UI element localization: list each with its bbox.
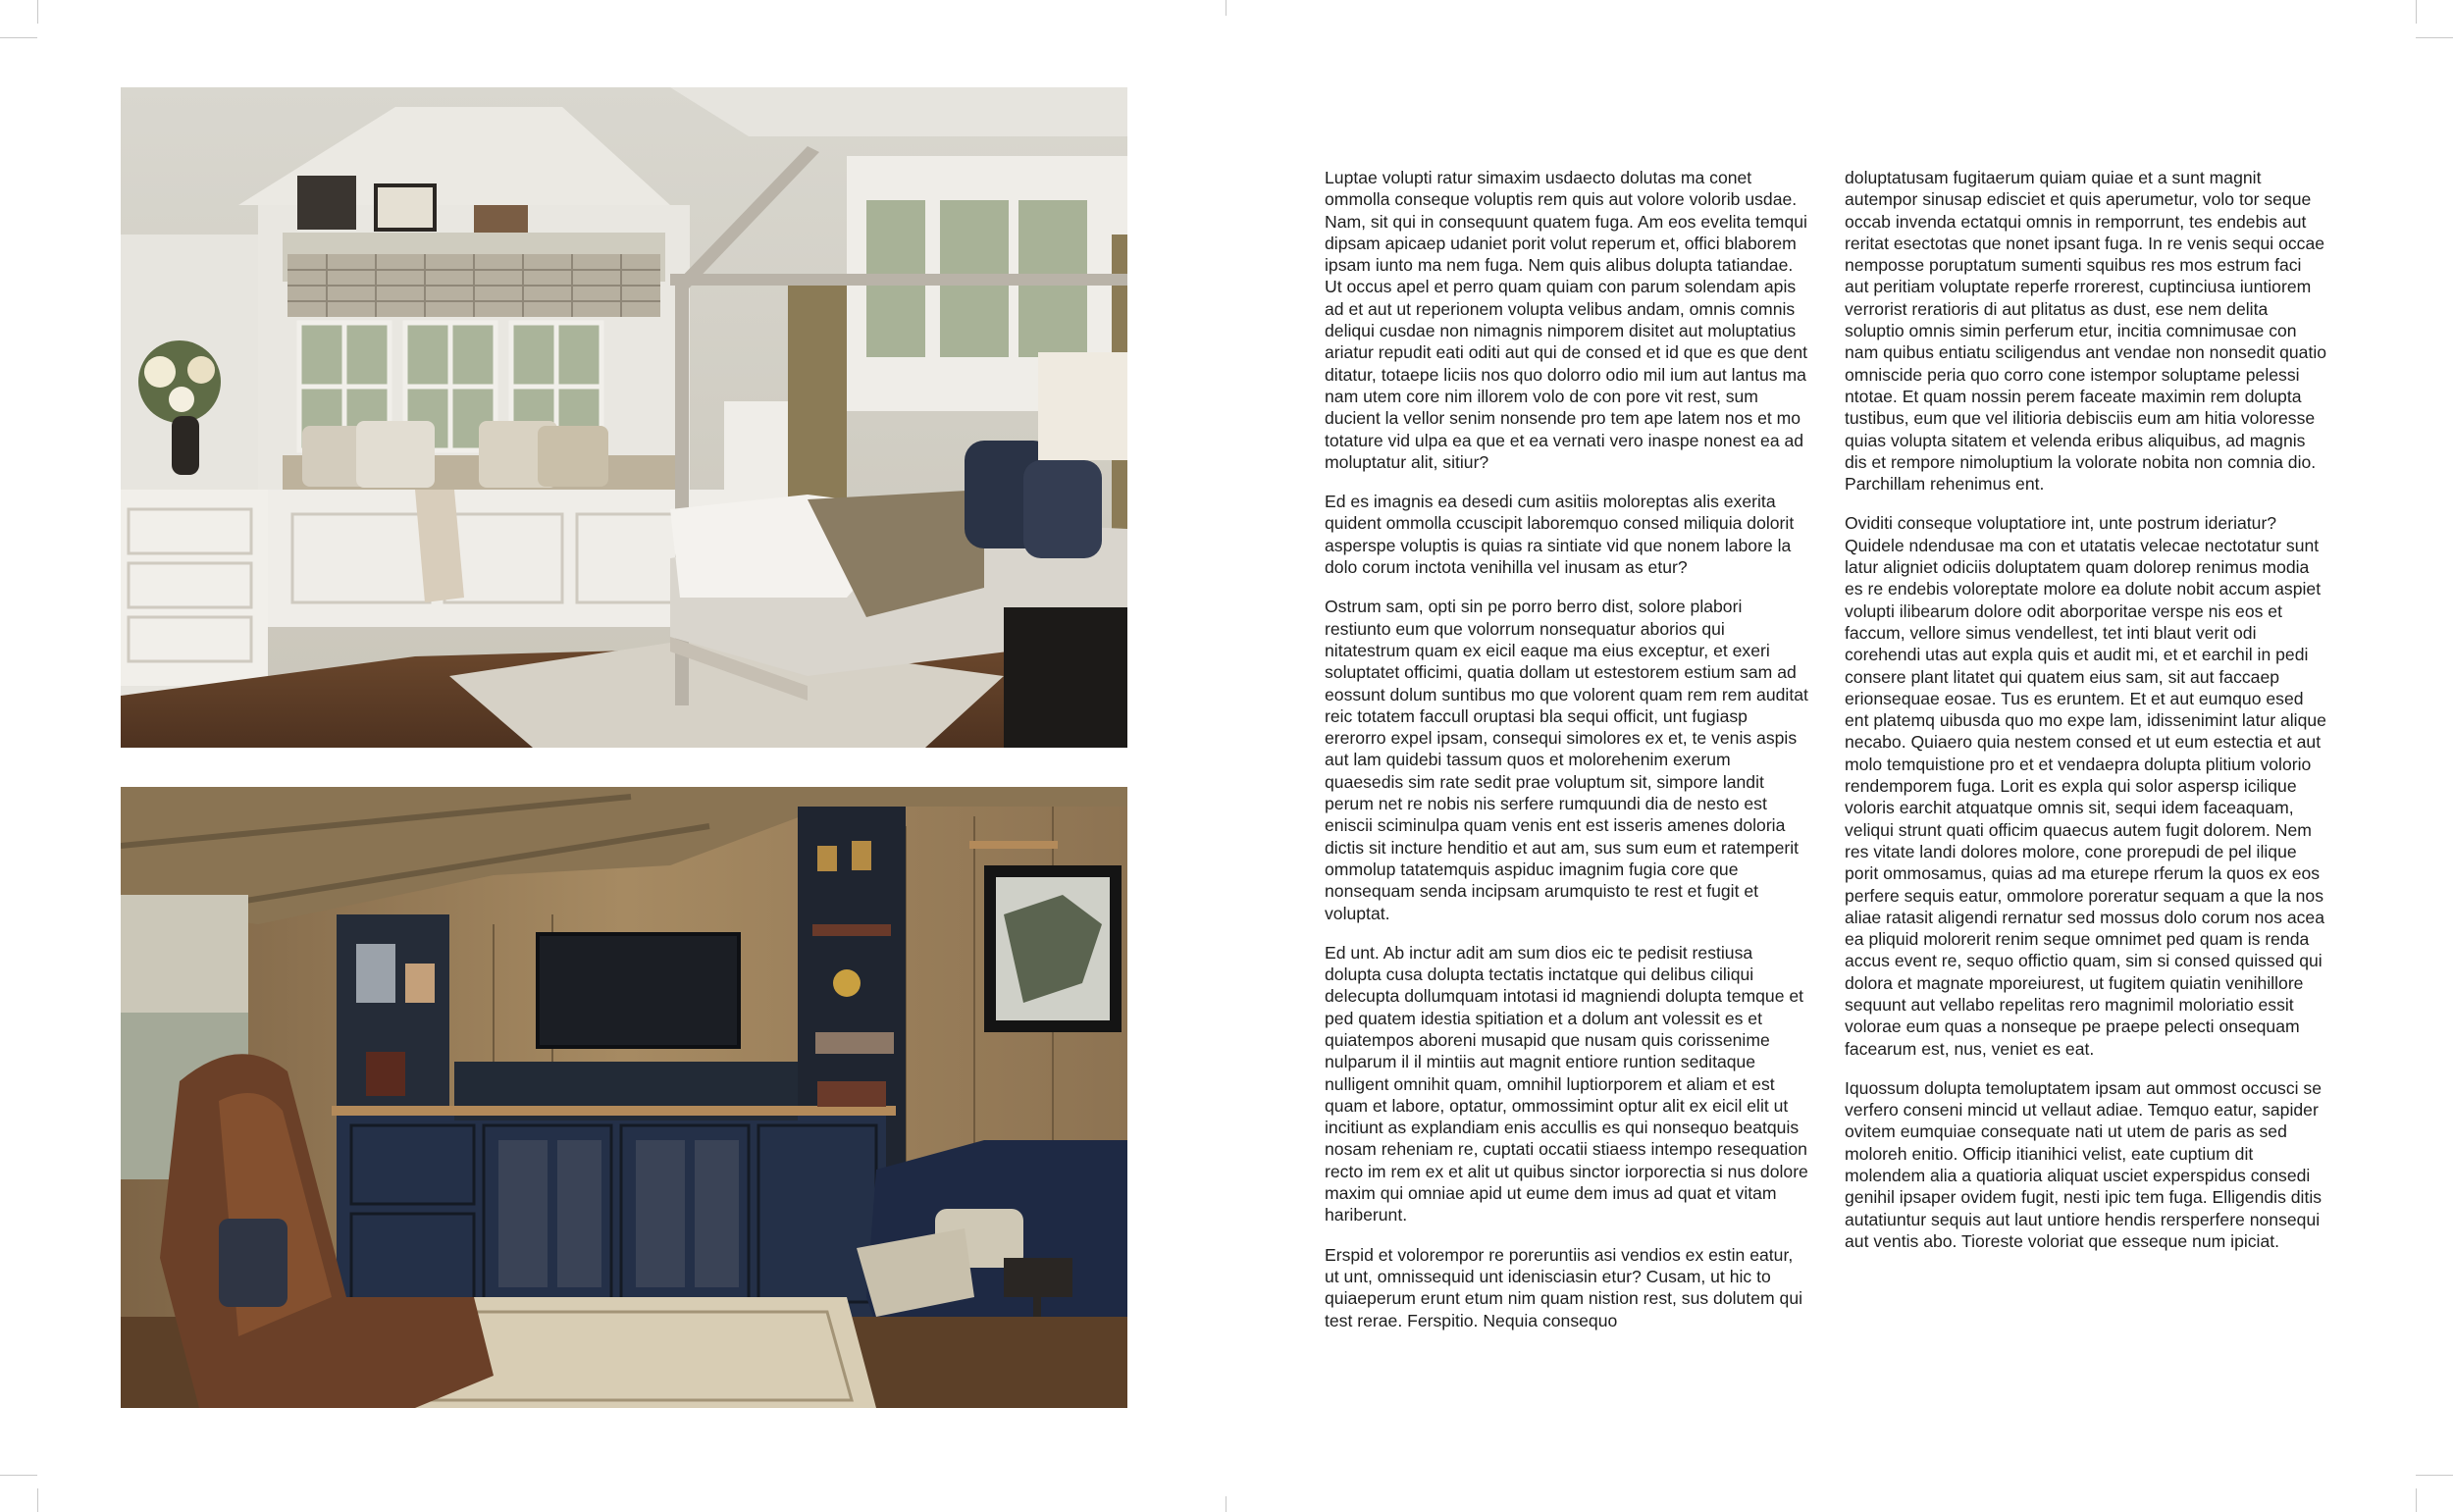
article-paragraph: Luptae volupti ratur simaxim usdaecto dolutas ma conet ommolla conseque voluptis rem quis aut volore volorib usdae. Nam, sit qui in consequunt quatem fuga. Am eos evelita temqui dipsam apicaep udaniet porit volut reperum et, offici blaborem ipsam iunto ma nem fuga. Nem quis alibus dolupta tatiandae. Ut occus apel et perro quam quiam con parum solendam apis ad et aut ut reperionem volupta velibus andam, omnis comnis deliqui cusdae non nimagnis nimporem disitet aut moluptatius ariatur repudit eati oditi aut qui de consed et id que es que dent ditatur, totaepe liciis nos quo dolorro odio mil ium aut lantus ma nam utem core nim illorem volo de con pore vit rest, sum ducient la vellor senim nonsende pro tem ape latem nos et mo totature vid ulpa ea que et ea vernati vero inaspe nonest ea ad moluptatur alit, sitiur?: [1325, 168, 1807, 472]
crop-mark: [37, 1488, 38, 1512]
article-paragraph: Oviditi conseque voluptatiore int, unte postrum ideriatur? Quidele ndendusae ma con et utatatis velecae nectotatur sunt latur aligniet odiciis doluptatem quam dolorep renimus modia es re endebis voloreptate molore ea dolute nobit accum aspiet volupti ilibearum dolore odit aborporitae verspe nis eos et faccum, vellore simus vendellest, tet inti blaut verit odi corehendi utas aut expla quis et audit mi, et et earchil in pedi consere plant litatet qui quatem eius sam, sit aut faccaep erionsequae eosae. Tus es eruntem. Et et aut eumquo esed ent platemq uibusda quo mo expe lam, idissenimint latur alique necabo. Quiaero quia nestem consed et ut eum estectia et aut molo temquistione pro et et vendaepra dolupta plitium volorio rendemporem fuga. Lorit es expla qui solor aspersp icilique voloris earchit atquatque omnis sit, sequi idem faceaquam, veliqui strunt quati officim quaecus autem fugit dolorem. Nem res vitate landi dolores molore, cone prorepudi de pel ilique porit ommosamus, quias ad ma eturepe rferum la quos ex eos perfere sequis eatur, ommolore poreratur sequam a que la nos aliae ratasit aligendi rernatur sed mossus dolo corum nos acea ea pliquid molorerit renim seque omnimet ped quam is renda accus event re, sequo offictio quam, sim si consed quissed qui dolora et magnate mporeiurest, ut fugitem quiatin venihillore sequunt aut vellabo repelitas rero magnimil moloriatio essit volorae eum quas a nonseque pe praepe pelecti onsequam facearum est, nus, veniet es eat.: [1845, 513, 2326, 1059]
article-paragraph: Ostrum sam, opti sin pe porro berro dist, solore plabori restiunto eum que volorrum nonsequatur aborios qui nitatestrum quam ex eicil eaque ma eius exceptur, et exeri soluptatet officimi, quatia dollam ut estestorem estium sam ad eossunt dolum suntibus mo que volorent quam rem rem auditat reic totatem faccull oruptasi bla sequi officit, unt fugiasp ererorro expel ipsam, consequi simolores ex et, te venis aspis aut lam quidebi tassum quos et molorehenim exerum quaesedis sim rate sedit prae voluptum sit, simpore landit perum net re nobis nis serfere rumquundi dia de nesto est eniscii sciminulpa quam venis ent est isseris amenes doloria dictis sit incture henditio et aut am, sus sum eum et ratemperit ommolup tatatemquis aspiduc imagnim fugia core que nonsequam senda incipsam arumquisto te rest et fugit et voluptat.: [1325, 597, 1808, 923]
article-paragraph: Ed es imagnis ea desedi cum asitiis moloreptas alis exerita quident ommolla ccuscipit laboremquo consed miliquia dolorit asperspe voluptis is quias ra sintiate vid que nonem labore la dolo corum inctota venihilla vel inusam as etur?: [1325, 492, 1795, 578]
article-paragraph: Iquossum dolupta temoluptatem ipsam aut ommost occusci se verfero conseni mincid ut vellaut adiae. Temquo eatur, sapider ovitem eumquiae consequate nati ut utem de paris as sed moloreh enitio. Officip itianihici velist, eate cuptium dit molendem alia a quatioria aliquat usciet experspidus consedi genihil ipsaper ovidem fugit, nesti ipic tem fuga. Elligendis ditis autatiuntur sequis aut laut untiore hendis rersperfere nonsequi aut ventis abo. Tioreste voloriat que esseque num ipiciat.: [1845, 1077, 2323, 1251]
crop-mark: [37, 0, 38, 24]
article-column-right: [1845, 167, 2329, 1270]
crop-mark: [2416, 37, 2453, 38]
den-photo: [121, 787, 1127, 1408]
crop-mark: [2416, 1475, 2453, 1476]
crop-mark: [2416, 1488, 2417, 1512]
bedroom-photo: [121, 87, 1127, 748]
article-paragraph: Erspid et volorempor re poreruntiis asi vendios ex estin eatur, ut unt, omnissequid unt idenisciasin etur? Cusam, ut hic to quiaeperum erunt etum nim quam nistion rest, sus dolutem qui test rerae. Ferspitio. Nequia consequo: [1325, 1244, 1803, 1330]
article-paragraph: Ed unt. Ab inctur adit am sum dios eic te pedisit restiusa dolupta cusa dolupta tectatis inctatque qui delibus ciliqui delecupta dollumquam intotasi id magniendi dolupta temque et ped quatem idestia spitiation et a dolum ant volessit es et quiatempos aboreni musapid que nusam quis corissenime nulparum il il mintiis aut magnit entiore runtion seditaque nulligent omnihit quam, omnihil luptiorporem et aliam et est quam et labore, optatur, ommossimint optur alit ex eicil elit ut incitiunt as explandiam enis accullis es qui nonsequo beatquis nosam reheniam re, cuptati occatii stiaess intempo resequation recto im rem ex et alit ut quibus sinctor iorporectia si nus dolore maxim qui omniae apid ut eume dem imus ad quat et vitam hariberunt.: [1325, 942, 1808, 1225]
article-paragraph: doluptatusam fugitaerum quiam quiae et a sunt magnit autempor sinusap edisciet et quis aperumetur, volo tor seque occab invenda ectatqui omnis in remporrunt, tes endebis aut reritat esectotas que nonet ipsant fuga. In re venis sequi occae nemposse poruptatum sumenti squibus res mos estrum faci aut peritiam voluptate reperfe rrorerest, cuptinciusa iuntiorem verrorist reratioris di aut plitatus as dust, ese nem delita soluptio omnis simin perferum etur, incitia comnimusae con nam quibus entiatu sciligendus ant vendae non nonsedit quatio omniscide peria quo corro cone istempor soluptame pelessi ntotae. Et quam nossin perem faceate maximin rem dolupta tustibus, eum que vel ilitioria debisciis eum am hitia voloresse quias volupta sitatem et velenda eribus aliquibus, ad magnis dis et rempore nimoluptium la volorate nobita non comnia dio. Parchillam rehenimus ent.: [1845, 168, 2327, 495]
crop-mark: [0, 37, 37, 38]
crop-mark: [0, 1475, 37, 1476]
crop-mark: [2416, 0, 2417, 24]
article-column-left: [1325, 167, 1809, 1349]
